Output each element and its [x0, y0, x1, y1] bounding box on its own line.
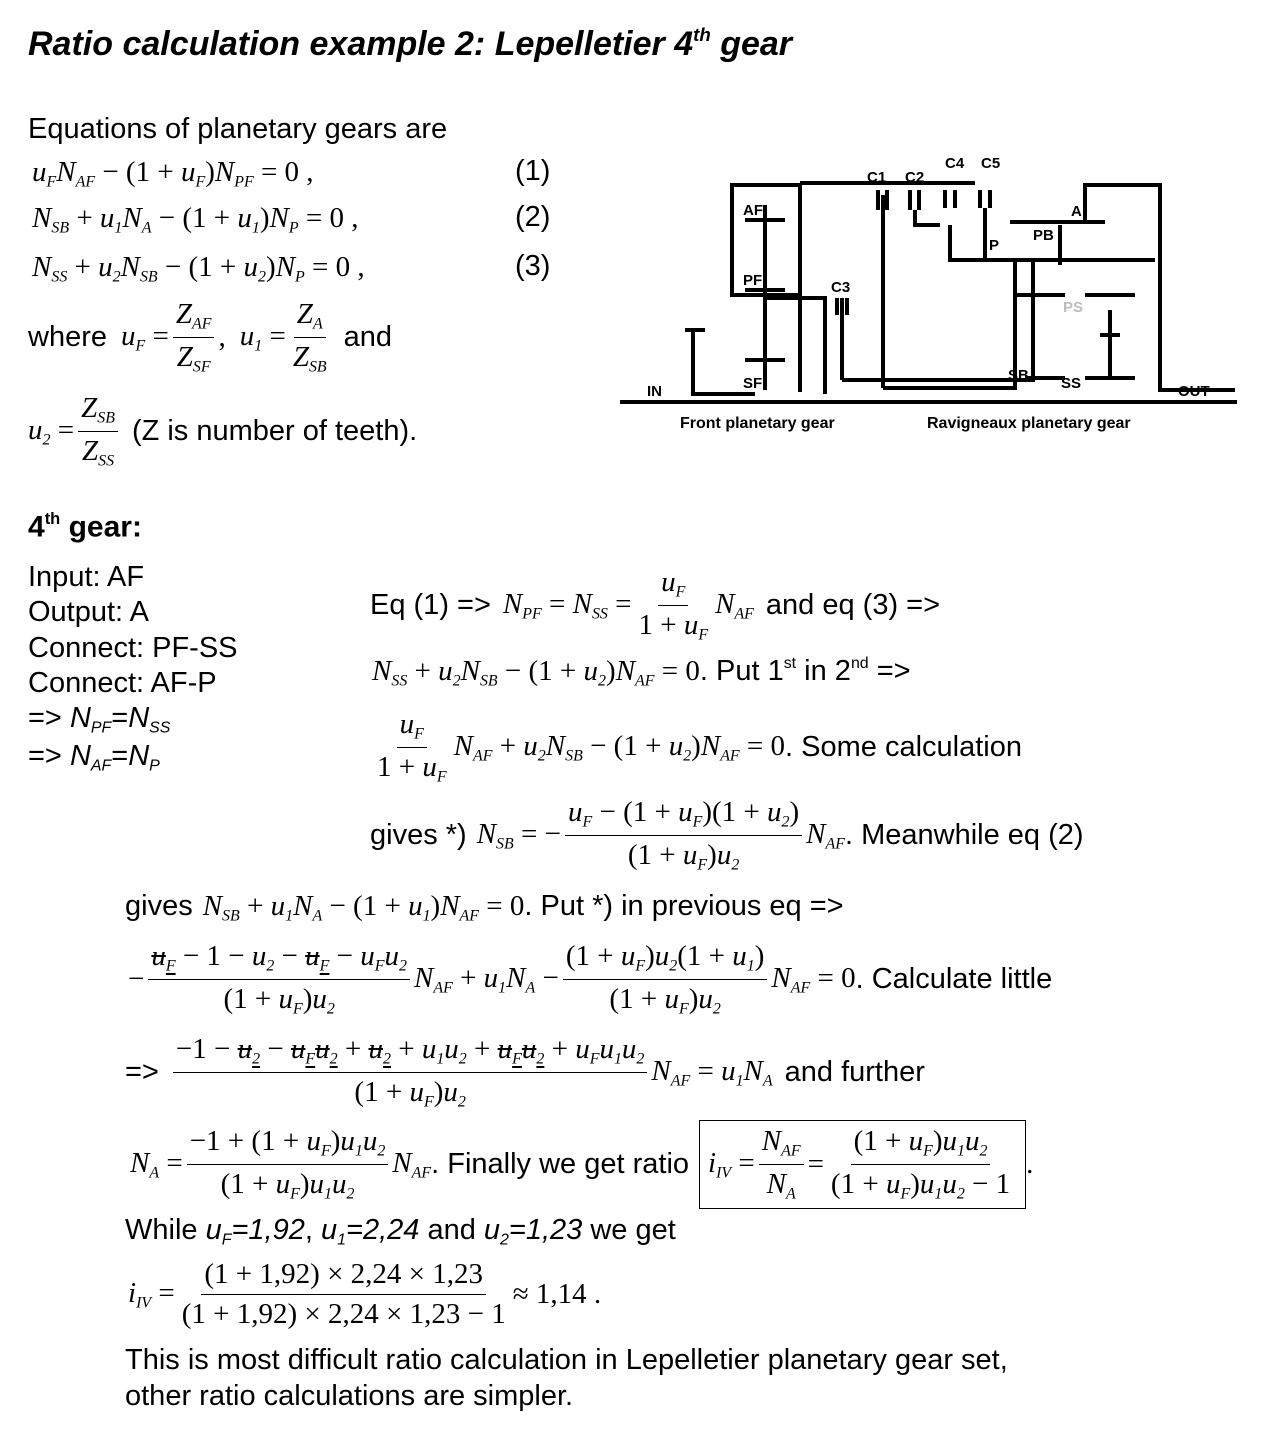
label-c5: C5	[981, 155, 1001, 172]
label-ps: PS	[1063, 299, 1084, 316]
label-out: OUT	[1178, 383, 1210, 400]
derivation-line-5: gives $N_{SB} + u_1N_A - (1 + u_1)N_{AF} = 0$ . Put *) in previous eq =>	[125, 890, 844, 925]
equation-number-2: (2)	[515, 201, 551, 233]
ratio-formula-box: $i_{IV}$ = $\frac{N_{AF}}{N_A}$ = $\frac{(1 + u_F)u_1u_2}{(1 + u_F)u_1u_2 - 1}$	[699, 1120, 1026, 1209]
conditions-list	[28, 561, 238, 776]
derivation-line-4: gives *) $N_{SB}$ = − $\frac{u_F - (1 + u_F)(1 + u_2)}{(1 + u_F)u_2}$ $N_{AF}$ . Meanwhile eq (2)	[370, 796, 1084, 874]
label-a: A	[1071, 203, 1082, 220]
label-ss: SS	[1061, 375, 1082, 392]
label-sf: SF	[743, 375, 763, 392]
derivation-line-1: Eq (1) => $N_{PF} = N_{SS}$ = $\frac{u_F}{1 + u_F}$ $N_{AF}$ and eq (3) =>	[370, 566, 941, 644]
label-in: IN	[647, 383, 662, 400]
equation-number-3: (3)	[515, 250, 551, 282]
values-line: While $u_F=1,92$, $u_1=2,24$ and $u_2=1,23$ we get	[125, 1214, 676, 1249]
conclusion-line-2: other ratio calculations are simpler.	[125, 1380, 574, 1412]
section-heading: 4th gear:	[28, 510, 142, 544]
gearbox-diagram	[615, 150, 1245, 440]
equation-number-1: (1)	[515, 155, 551, 187]
label-pb: PB	[1033, 227, 1054, 244]
derivation-line-8: $N_A$ = $\frac{-1 + (1 + u_F)u_1u_2}{(1 + u_F)u_1u_2}$ $N_{AF}$ . Finally we get ratio $i_{IV}$ = $\frac{N_{AF}}{N_A}$ = $\frac{(1 + u_F)u_1u_2}{(1 + u_F)u_1u_2 - 1}$ .	[130, 1120, 1033, 1209]
condition-connect-1: Connect: PF-SS	[28, 631, 238, 664]
page-title: Ratio calculation example 2: Lepelletier 4th gear	[28, 24, 793, 64]
caption-ravigneaux: Ravigneaux planetary gear	[927, 415, 1131, 432]
intro-text: Equations of planetary gears are	[28, 113, 448, 145]
label-sb: SB	[1008, 367, 1029, 384]
label-pf: PF	[743, 272, 763, 289]
derivation-line-2: $N_{SS} + u_2N_{SB} - (1 + u_2)N_{AF} = 0$ . Put 1st in 2nd =>	[372, 655, 911, 690]
label-c1: C1	[867, 169, 887, 186]
condition-connect-2: Connect: AF-P	[28, 667, 217, 700]
u2-definition: $u_2$ = $\frac{Z_{SB}}{Z_{SS}}$ (Z is number of teeth).	[28, 392, 418, 470]
numeric-result: $i_{IV}$ = $\frac{(1 + 1,92) \times 2,24 \times 1,23}{(1 + 1,92) \times 2,24 \times 1,23 - 1}$ ≈ 1,14 .	[128, 1258, 602, 1331]
label-p: P	[989, 237, 1000, 254]
label-c3: C3	[831, 279, 851, 296]
implication-2: => $N_{AF}=N_P$	[28, 740, 160, 775]
equation-3: $N_{SS} + u_2N_{SB} - (1 + u_2)N_P = 0$ ,	[32, 251, 365, 286]
implication-1: => $N_{PF}=N_{SS}$	[28, 702, 171, 737]
derivation-line-6: − $\frac{u_F - 1 - u_2 - u_F - u_Fu_2}{(1 + u_F)u_2}$ $N_{AF} + u_1N_A$ − $\frac{(1 + u_F)u_2(1 + u_1)}{(1 + u_F)u_2}$ $N_{AF} = 0$ . Calculate little	[128, 940, 1053, 1018]
where-line: where $u_F$ = $\frac{Z_{AF}}{Z_{SF}}$ , $u_1$ = $\frac{Z_A}{Z_{SB}}$ and	[28, 298, 393, 376]
condition-input: Input: AF	[28, 561, 145, 593]
label-c4: C4	[945, 155, 965, 172]
label-af: AF	[743, 202, 763, 219]
label-c2: C2	[905, 169, 925, 186]
derivation-line-3: $\frac{u_F}{1 + u_F}$ $N_{AF} + u_2N_{SB} - (1 + u_2)N_{AF} = 0$ . Some calculation	[377, 708, 1022, 786]
caption-front: Front planetary gear	[680, 415, 835, 432]
equation-1: $u_FN_{AF} - (1 + u_F)N_{PF} = 0$ ,	[32, 156, 314, 191]
derivation-line-7: => $\frac{-1 - u_2 - u_Fu_2 + u_2 + u_1u_2 + u_Fu_2 + u_Fu_1u_2}{(1 + u_F)u_2}$ $N_{AF} = u_1N_A$ and further	[125, 1033, 925, 1111]
conclusion-line-1: This is most difficult ratio calculation in Lepelletier planetary gear set,	[125, 1344, 1008, 1376]
equation-2: $N_{SB} + u_1N_A - (1 + u_1)N_P = 0$ ,	[32, 202, 359, 237]
condition-output: Output: A	[28, 596, 149, 629]
